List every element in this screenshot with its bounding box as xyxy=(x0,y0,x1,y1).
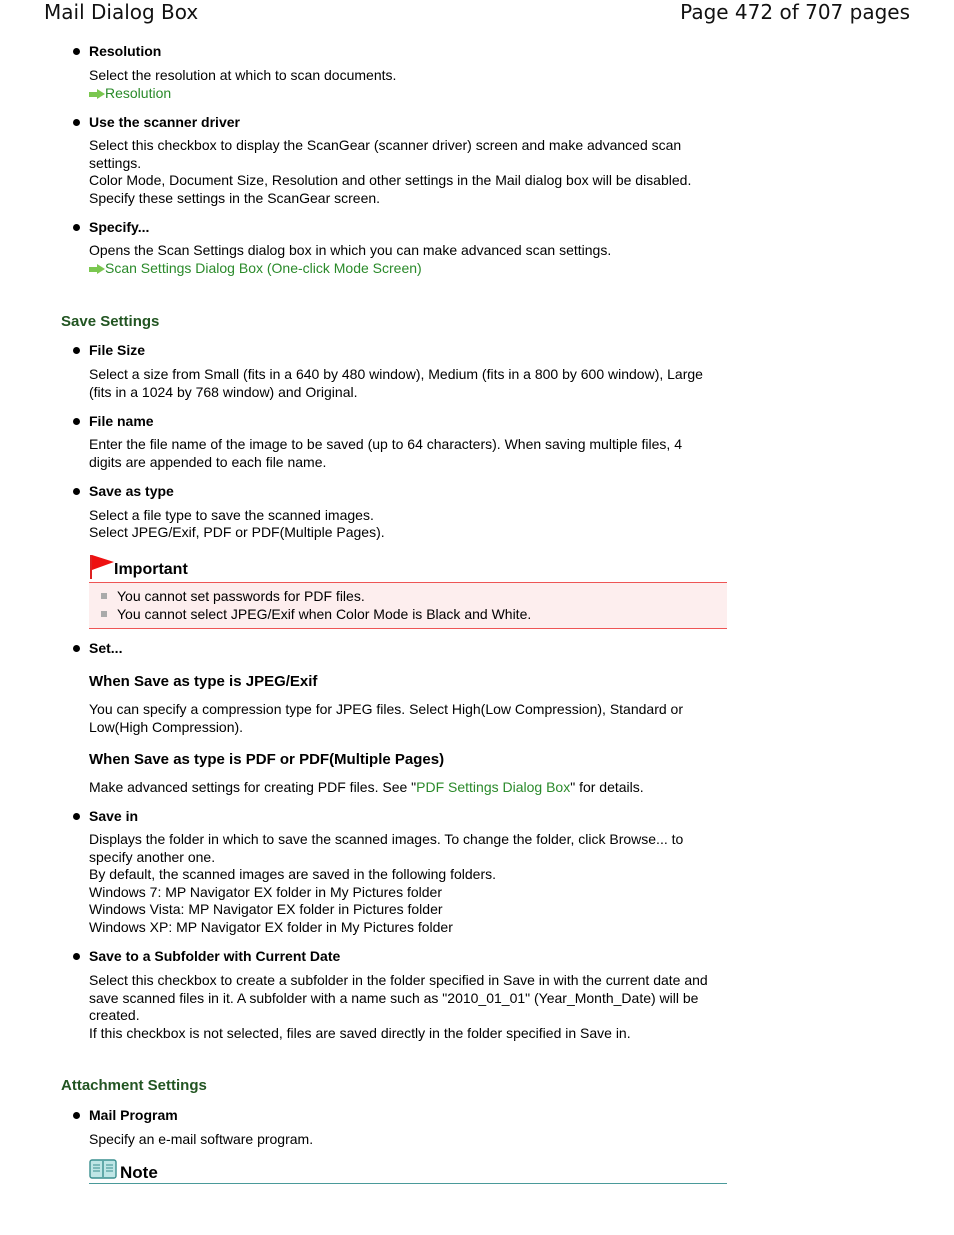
specify-desc xyxy=(89,242,719,277)
text-line: Low(High Compression). xyxy=(89,718,244,735)
attachment-settings-heading: Attachment Settings xyxy=(61,1077,207,1094)
bullet-icon xyxy=(73,1112,80,1119)
file-name-title: File name xyxy=(89,413,154,429)
set-title: Set... xyxy=(89,640,123,656)
save-in-desc xyxy=(89,831,719,937)
text-line: By default, the scanned images are saved in the following folders. xyxy=(89,866,497,883)
important-item: You cannot select JPEG/Exif when Color Mode is Black and White. xyxy=(117,606,532,622)
file-name-desc xyxy=(89,436,719,471)
text-line: Enter the file name of the image to be saved (up to 64 characters). When saving multiple files, 4 xyxy=(89,436,682,452)
text-line: Windows 7: MP Navigator EX folder in My Pictures folder xyxy=(89,883,442,900)
text-line: digits are appended to each file name. xyxy=(89,453,327,470)
text-line: If this checkbox is not selected, files are saved directly in the folder specified in Save in. xyxy=(89,1024,631,1041)
text-line: specify another one. xyxy=(89,848,216,865)
bullet-icon xyxy=(73,48,80,55)
bullet-icon xyxy=(73,953,80,960)
resolution-desc xyxy=(89,67,719,102)
bullet-icon xyxy=(73,488,80,495)
save-as-type-title: Save as type xyxy=(89,483,174,499)
resolution-desc-text: Select the resolution at which to scan documents. xyxy=(89,67,397,83)
resolution-link-text[interactable]: Resolution xyxy=(105,84,172,101)
square-bullet-icon xyxy=(101,611,107,617)
pdf-subheading: When Save as type is PDF or PDF(Multiple Pages) xyxy=(89,751,445,768)
square-bullet-icon xyxy=(101,593,107,599)
text-line: Select a file type to save the scanned images. xyxy=(89,507,374,523)
page-header-title: Mail Dialog Box xyxy=(44,0,199,24)
text-line: Opens the Scan Settings dialog box in which you can make advanced scan settings. xyxy=(89,242,612,258)
note-divider xyxy=(89,1183,727,1184)
specify-title: Specify... xyxy=(89,219,150,235)
text-line: Specify these settings in the ScanGear screen. xyxy=(89,189,381,206)
text-line: Select JPEG/Exif, PDF or PDF(Multiple Pages). xyxy=(89,523,385,540)
note-title: Note xyxy=(120,1163,158,1182)
text-line: Select this checkbox to display the ScanGear (scanner driver) screen and make advanced scan xyxy=(89,137,682,153)
save-as-type-desc xyxy=(89,507,719,540)
save-in-title: Save in xyxy=(89,808,139,824)
scanner-driver-title: Use the scanner driver xyxy=(89,114,240,130)
text-line: Displays the folder in which to save the scanned images. To change the folder, click Browse... to xyxy=(89,831,684,847)
bullet-icon xyxy=(73,347,80,354)
scan-settings-link[interactable] xyxy=(89,260,719,278)
bullet-icon xyxy=(73,224,80,231)
important-item: You cannot set passwords for PDF files. xyxy=(117,588,365,604)
text-line: Color Mode, Document Size, Resolution and other settings in the Mail dialog box will be disabled. xyxy=(89,172,692,189)
jpeg-subheading: When Save as type is JPEG/Exif xyxy=(89,673,318,690)
text-line: save scanned files in it. A subfolder with a name such as "2010_01_01" (Year_Month_Date) will be xyxy=(89,989,699,1006)
jpeg-desc xyxy=(89,701,719,736)
important-title: Important xyxy=(114,561,188,578)
text-line: created. xyxy=(89,1007,140,1024)
resolution-link[interactable] xyxy=(89,85,719,103)
flag-icon xyxy=(89,554,115,580)
mail-program-title: Mail Program xyxy=(89,1107,178,1123)
page-number: Page 472 of 707 pages xyxy=(680,0,910,24)
text-line: Make advanced settings for creating PDF files. See " xyxy=(89,779,417,795)
pdf-desc xyxy=(89,779,719,797)
text-line: Windows Vista: MP Navigator EX folder in Pictures folder xyxy=(89,901,443,918)
bullet-icon xyxy=(73,119,80,126)
text-line: " for details. xyxy=(570,779,644,795)
bullet-icon xyxy=(73,418,80,425)
bullet-icon xyxy=(73,813,80,820)
file-size-title: File Size xyxy=(89,342,146,358)
book-note-icon xyxy=(89,1158,117,1180)
text-line: (fits in a 1024 by 768 window) and Original. xyxy=(89,383,358,400)
resolution-title: Resolution xyxy=(89,43,162,59)
save-settings-heading: Save Settings xyxy=(61,313,160,330)
text-line: Windows XP: MP Navigator EX folder in My Pictures folder xyxy=(89,918,453,935)
text-line: Select a size from Small (fits in a 640 by 480 window), Medium (fits in a 800 by 600 window), Large xyxy=(89,366,703,382)
bullet-icon xyxy=(73,645,80,652)
subfolder-desc xyxy=(89,972,719,1042)
important-box xyxy=(89,582,727,629)
scan-settings-link-text[interactable]: Scan Settings Dialog Box (One-click Mode Screen) xyxy=(105,259,422,276)
arrow-right-icon xyxy=(89,264,105,274)
subfolder-title: Save to a Subfolder with Current Date xyxy=(89,948,341,964)
text-line: Select this checkbox to create a subfolder in the folder specified in Save in with the current date and xyxy=(89,972,708,988)
file-size-desc xyxy=(89,366,719,401)
text-line: settings. xyxy=(89,154,142,171)
text-line: You can specify a compression type for JPEG files. Select High(Low Compression), Standard or xyxy=(89,701,683,717)
scanner-driver-desc xyxy=(89,137,719,207)
pdf-settings-link[interactable]: PDF Settings Dialog Box xyxy=(416,779,571,795)
mail-program-desc: Specify an e-mail software program. xyxy=(89,1131,314,1147)
arrow-right-icon xyxy=(89,89,105,99)
